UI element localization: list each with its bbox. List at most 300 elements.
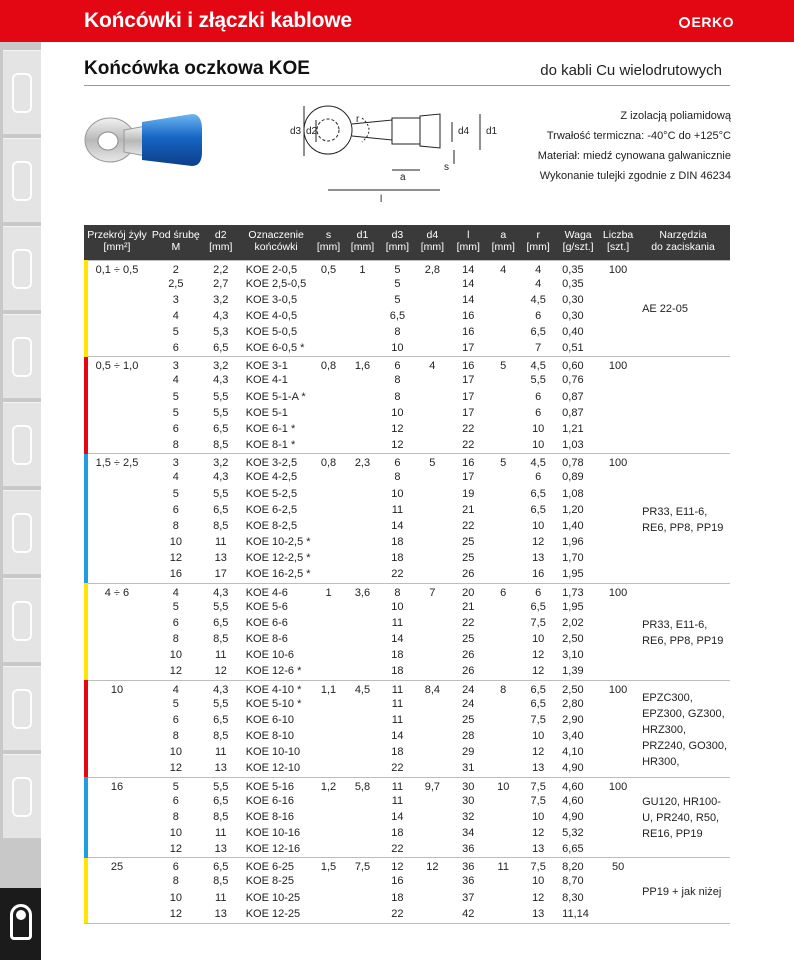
- cell-l: 22: [462, 519, 475, 532]
- cell-l: 26: [462, 568, 475, 580]
- cell-designation: KOE 6-10: [245, 713, 295, 726]
- cell-r: 10: [532, 438, 545, 451]
- cell-designation: KOE 12-2,5 *: [245, 551, 311, 564]
- table-header: [84, 225, 730, 260]
- column-header-title: d1: [356, 229, 369, 241]
- cell-d4: [414, 826, 450, 842]
- cell-qty: [600, 826, 636, 842]
- cell-s: [313, 664, 345, 680]
- cell-weight: 0,30: [562, 293, 584, 306]
- cell-designation: KOE 6-1 *: [245, 422, 296, 435]
- cell-qty: [600, 600, 636, 616]
- cell-d2: 5,5: [202, 777, 240, 794]
- cell-l: 17: [462, 471, 475, 484]
- cell-l: 25: [462, 551, 475, 564]
- cell-weight: 3,40: [562, 729, 584, 742]
- cell-designation: KOE 4-1: [245, 374, 288, 387]
- cell-d1: [345, 325, 381, 341]
- column-header: [414, 225, 450, 260]
- cell-l: 16: [462, 309, 475, 322]
- cell-a: [486, 373, 520, 389]
- cell-qty: [600, 438, 636, 454]
- cell-qty: [600, 810, 636, 826]
- column-header-unit: [szt.]: [607, 241, 630, 253]
- cell-r: 10: [532, 422, 545, 435]
- cell-d2: 13: [214, 551, 227, 564]
- cell-designation: KOE 6-16: [245, 794, 295, 807]
- terminal-icon: [12, 689, 32, 729]
- cell-tools: [636, 357, 730, 454]
- cell-d2: 5,3: [213, 325, 229, 338]
- table-row: [84, 357, 730, 374]
- cell-d3: 11: [391, 697, 404, 710]
- cell-s: [313, 535, 345, 551]
- cell-d3: 12: [380, 858, 414, 875]
- column-header: [345, 225, 381, 260]
- cell-weight: 4,60: [556, 777, 600, 794]
- cell-weight: 11,14: [562, 907, 589, 920]
- column-header: [84, 225, 150, 260]
- cell-weight: 1,03: [562, 438, 584, 451]
- cell-d2: 17: [214, 568, 227, 580]
- cell-a: [486, 277, 520, 293]
- cell-d4: [414, 503, 450, 519]
- cell-l: 37: [462, 891, 475, 904]
- cell-qty: [600, 697, 636, 713]
- cell-s: 0,5: [313, 260, 345, 277]
- cell-d1: [345, 745, 381, 761]
- cell-a: [486, 664, 520, 680]
- cell-d4: [414, 341, 450, 357]
- category-tab-9[interactable]: [3, 754, 41, 838]
- cell-l: 24: [462, 697, 475, 710]
- cell-s: [313, 503, 345, 519]
- cell-a: [486, 648, 520, 664]
- cell-d3: 22: [391, 907, 404, 920]
- cell-weight: 1,40: [562, 519, 584, 532]
- cell-d4: [414, 438, 450, 454]
- cell-d2: 6,5: [213, 422, 229, 435]
- cell-s: [313, 438, 345, 454]
- cell-d4: [414, 406, 450, 422]
- cell-d2: 13: [214, 842, 227, 855]
- column-header-title: Przekrój żyły: [87, 229, 147, 241]
- category-tab-2[interactable]: [3, 138, 41, 222]
- column-header-unit: M: [171, 241, 181, 253]
- category-tab-3[interactable]: [3, 226, 41, 310]
- cell-d3: 6,5: [389, 309, 406, 322]
- cell-r: 10: [532, 729, 545, 742]
- cell-l: 14: [450, 260, 486, 277]
- cell-qty: [600, 487, 636, 503]
- cell-tools: EPZC300, EPZ300, GZ300, HRZ300, PRZ240, GO300, HR300,: [636, 680, 730, 777]
- cell-designation: KOE 5-1: [245, 406, 288, 419]
- cell-a: [486, 325, 520, 341]
- cell-section: 1,5 ÷ 2,5: [84, 454, 150, 583]
- cell-d3: 5: [394, 277, 401, 290]
- cell-screw: 8: [172, 729, 179, 742]
- cell-weight: 3,10: [562, 648, 584, 661]
- cell-d1: [345, 664, 381, 680]
- cell-a: 10: [486, 777, 520, 794]
- cell-l: 34: [462, 826, 475, 839]
- cell-d1: 1,6: [345, 357, 381, 374]
- cell-l: 42: [462, 907, 475, 920]
- cell-d3: 14: [391, 632, 404, 645]
- cell-screw: 6: [150, 858, 202, 875]
- cell-s: [313, 309, 345, 325]
- cell-a: [486, 794, 520, 810]
- table-row: [84, 874, 730, 890]
- cell-d1: [345, 503, 381, 519]
- cell-d2: 6,5: [213, 341, 229, 354]
- spec-line: Wykonanie tulejki zgodnie z DIN 46234: [539, 170, 731, 182]
- cell-a: [486, 729, 520, 745]
- cell-d4: [414, 535, 450, 551]
- cell-d3: 16: [391, 875, 404, 888]
- cell-l: 14: [462, 293, 475, 306]
- cell-qty: [600, 422, 636, 438]
- cell-section: 10: [84, 680, 150, 777]
- category-tab-6[interactable]: [3, 490, 41, 574]
- cell-tools: PR33, E11-6, RE6, PP8, PP19: [636, 454, 730, 583]
- cell-designation: KOE 8-1 *: [245, 438, 296, 451]
- cell-d4: [414, 810, 450, 826]
- cell-r: 7,5: [520, 777, 556, 794]
- cell-s: [313, 373, 345, 389]
- column-header-unit: [mm]: [526, 241, 550, 253]
- cell-designation: KOE 2-0,5: [240, 260, 313, 277]
- cell-a: [486, 697, 520, 713]
- group-color-bar: [84, 777, 88, 858]
- cell-weight: 1,21: [562, 422, 584, 435]
- cell-s: 1,5: [313, 858, 345, 875]
- cell-qty: [600, 745, 636, 761]
- cell-d4: 12: [414, 858, 450, 875]
- cell-screw: 3: [150, 454, 202, 471]
- cell-d3: 8: [394, 390, 401, 403]
- cell-a: [486, 810, 520, 826]
- column-header: [450, 225, 486, 260]
- cell-qty: [600, 390, 636, 406]
- group-color-bar: [84, 583, 88, 680]
- cell-qty: [600, 567, 636, 583]
- cell-s: [313, 794, 345, 810]
- category-tab-1[interactable]: [3, 50, 41, 134]
- cell-d2: 3,2: [202, 357, 240, 374]
- sleeve-icon: [12, 601, 32, 641]
- cell-d4: [414, 470, 450, 486]
- column-header-unit: [mm]: [350, 241, 375, 253]
- table-row: [84, 373, 730, 389]
- cell-qty: [600, 632, 636, 648]
- cell-screw: 16: [169, 568, 182, 580]
- cell-d1: [345, 438, 381, 454]
- cell-r: 6,5: [530, 503, 546, 516]
- cell-designation: KOE 2,5-0,5: [245, 277, 307, 290]
- cell-d2: 3,2: [202, 454, 240, 471]
- cell-l: 17: [462, 341, 475, 354]
- cell-qty: [600, 664, 636, 680]
- cell-a: [486, 600, 520, 616]
- cell-designation: KOE 8-16: [245, 810, 295, 823]
- cell-s: [313, 600, 345, 616]
- pliers-icon: [12, 249, 32, 289]
- cell-r: 6: [535, 309, 542, 322]
- cell-screw: 5: [172, 325, 179, 338]
- column-header-title: r: [536, 229, 540, 241]
- cell-d2: 8,5: [213, 519, 229, 532]
- cell-qty: [600, 406, 636, 422]
- cell-weight: 0,40: [562, 325, 584, 338]
- cell-tools: GU120, HR100-U, PR240, R50, RE16, PP19: [636, 777, 730, 858]
- cell-d4: [414, 422, 450, 438]
- category-tab-7[interactable]: [3, 578, 41, 662]
- cell-section: 0,5 ÷ 1,0: [84, 357, 150, 454]
- cell-d4: [414, 567, 450, 583]
- cell-qty: [600, 794, 636, 810]
- table-row: [84, 664, 730, 680]
- cell-s: [313, 697, 345, 713]
- cell-d1: 3,6: [345, 583, 381, 600]
- cell-screw: 2: [150, 260, 202, 277]
- cell-d3: 22: [391, 761, 404, 774]
- cell-d2: 13: [214, 761, 227, 774]
- table-row: [84, 600, 730, 616]
- cell-s: [313, 567, 345, 583]
- cell-d1: 4,5: [345, 680, 381, 697]
- column-header: [240, 225, 313, 260]
- cell-l: 25: [462, 632, 475, 645]
- cell-s: [313, 616, 345, 632]
- cell-qty: [600, 713, 636, 729]
- cell-s: [313, 277, 345, 293]
- cell-screw: 6: [172, 503, 179, 516]
- table-row: [84, 697, 730, 713]
- spec-line: Trwałość termiczna: -40°C do +125°C: [546, 130, 731, 142]
- cell-designation: KOE 12-25: [245, 907, 301, 920]
- cell-r: 12: [532, 648, 545, 661]
- cell-l: 22: [462, 422, 475, 435]
- cell-s: [313, 519, 345, 535]
- cell-weight: 6,65: [562, 842, 584, 855]
- cell-d3: 14: [391, 810, 404, 823]
- cell-weight: 1,95: [562, 568, 584, 580]
- cell-weight: 0,87: [562, 390, 584, 403]
- cell-designation: KOE 5-6: [245, 600, 288, 613]
- cell-d2: 4,3: [202, 583, 240, 600]
- cell-d4: 7: [414, 583, 450, 600]
- cell-d3: 18: [391, 551, 404, 564]
- cell-a: [486, 535, 520, 551]
- cell-a: [486, 713, 520, 729]
- cell-a: [486, 503, 520, 519]
- category-tab-8[interactable]: [3, 666, 41, 750]
- column-header-title: d3: [391, 229, 404, 241]
- cell-d2: 4,3: [213, 374, 229, 387]
- cell-designation: KOE 5-16: [240, 777, 313, 794]
- cell-weight: 1,96: [562, 535, 584, 548]
- cell-d3: 10: [391, 341, 404, 354]
- cell-s: [313, 761, 345, 777]
- cell-d3: 11: [391, 616, 404, 629]
- cell-d1: [345, 487, 381, 503]
- column-header: [600, 225, 636, 260]
- cell-r: 6: [535, 406, 542, 419]
- cell-d4: [414, 487, 450, 503]
- cell-weight: 0,76: [562, 374, 584, 387]
- table-row: [84, 309, 730, 325]
- column-header: [486, 225, 520, 260]
- table-row: [84, 713, 730, 729]
- cell-a: 8: [486, 680, 520, 697]
- cell-d4: 9,7: [414, 777, 450, 794]
- cell-d2: 8,5: [213, 438, 229, 451]
- table-row: [84, 616, 730, 632]
- cell-designation: KOE 10-25: [245, 891, 301, 904]
- cell-designation: KOE 6-6: [245, 616, 288, 629]
- cell-designation: KOE 10-16: [245, 826, 301, 839]
- label-d4: d4: [458, 126, 470, 137]
- cell-d4: [414, 907, 450, 923]
- cell-d3: 8: [394, 471, 401, 484]
- cell-d2: 6,5: [213, 503, 229, 516]
- cell-l: 22: [462, 438, 475, 451]
- ring-terminal-icon: [10, 904, 32, 940]
- cell-d4: [414, 390, 450, 406]
- cell-qty: [600, 293, 636, 309]
- cell-d3: 14: [391, 519, 404, 532]
- cell-designation: KOE 12-10: [245, 761, 301, 774]
- cell-screw: 5: [172, 600, 179, 613]
- cell-a: [486, 309, 520, 325]
- pliers-icon: [12, 337, 32, 377]
- cell-screw: 4: [150, 680, 202, 697]
- cell-l: 26: [462, 664, 475, 677]
- cell-s: [313, 390, 345, 406]
- cell-qty: [600, 535, 636, 551]
- cell-r: 12: [532, 745, 545, 758]
- table-row: [84, 535, 730, 551]
- cell-s: [313, 648, 345, 664]
- cell-d1: [345, 600, 381, 616]
- group-color-bar: [84, 858, 88, 923]
- cell-s: [313, 826, 345, 842]
- cell-r: 13: [532, 551, 545, 564]
- cell-weight: 0,87: [562, 406, 584, 419]
- table-row: [84, 551, 730, 567]
- category-tab-active[interactable]: [0, 888, 41, 960]
- cell-r: 12: [532, 664, 545, 677]
- cell-l: 31: [462, 761, 475, 774]
- cell-l: 28: [462, 729, 475, 742]
- cell-d1: [345, 842, 381, 858]
- cell-screw: 10: [169, 535, 182, 548]
- column-header: [380, 225, 414, 260]
- column-header-unit: [mm]: [456, 241, 480, 253]
- cell-d2: 5,5: [213, 600, 229, 613]
- cell-d2: 8,5: [213, 729, 229, 742]
- cell-s: [313, 325, 345, 341]
- cell-d2: 6,5: [213, 794, 229, 807]
- cell-qty: [600, 519, 636, 535]
- cell-qty: [600, 373, 636, 389]
- cell-d2: 5,5: [213, 697, 229, 710]
- column-header-unit: [mm]: [316, 241, 341, 253]
- cell-qty: [600, 874, 636, 890]
- cell-d1: [345, 713, 381, 729]
- cell-qty: [600, 551, 636, 567]
- cell-a: 11: [486, 858, 520, 875]
- cell-weight: 1,95: [562, 600, 584, 613]
- cell-qty: [600, 729, 636, 745]
- cell-r: 10: [532, 810, 545, 823]
- cell-l: 29: [462, 745, 475, 758]
- column-header-unit: końcówki: [254, 241, 298, 253]
- cell-designation: KOE 8-25: [245, 875, 295, 888]
- column-header-title: Narzędzia: [659, 229, 707, 241]
- cell-weight: 2,50: [562, 632, 584, 645]
- cell-d1: [345, 697, 381, 713]
- cell-l: 36: [462, 875, 475, 888]
- cell-a: [486, 891, 520, 907]
- cell-d2: 6,5: [213, 616, 229, 629]
- cell-d3: 11: [391, 713, 404, 726]
- group-color-bar: [84, 680, 88, 777]
- cell-s: [313, 551, 345, 567]
- cell-screw: 5: [172, 406, 179, 419]
- cell-d4: [414, 794, 450, 810]
- cell-r: 4: [535, 277, 542, 290]
- table-row: [84, 519, 730, 535]
- cell-designation: KOE 5-10 *: [245, 697, 302, 710]
- cell-d4: 4: [414, 357, 450, 374]
- brand-logo[interactable]: [679, 14, 734, 30]
- cell-d4: [414, 713, 450, 729]
- cell-d1: [345, 390, 381, 406]
- category-tab-5[interactable]: [3, 402, 41, 486]
- cell-qty: 100: [600, 777, 636, 794]
- cell-r: 6,5: [530, 600, 546, 613]
- cell-r: 7,5: [530, 794, 546, 807]
- cell-screw: 4: [150, 583, 202, 600]
- cell-d1: [345, 422, 381, 438]
- cell-screw: 10: [169, 891, 182, 904]
- cell-d1: [345, 551, 381, 567]
- table-row: [84, 794, 730, 810]
- column-header-title: Pod śrubę: [151, 229, 200, 241]
- cell-d3: 11: [391, 503, 404, 516]
- cell-d1: [345, 874, 381, 890]
- cell-d3: 18: [391, 745, 404, 758]
- table-row: [84, 891, 730, 907]
- table-row: [84, 277, 730, 293]
- cell-weight: 2,90: [562, 713, 584, 726]
- cell-d4: [414, 874, 450, 890]
- cell-s: 1,2: [313, 777, 345, 794]
- cell-screw: 3: [172, 293, 179, 306]
- cell-d3: 5: [394, 293, 401, 306]
- category-tab-4[interactable]: [3, 314, 41, 398]
- cell-d4: [414, 551, 450, 567]
- table-row: [84, 680, 730, 697]
- cell-r: 5,5: [530, 374, 546, 387]
- connector-icon: [12, 513, 32, 553]
- cell-d3: 18: [391, 891, 404, 904]
- cell-weight: 2,50: [556, 680, 600, 697]
- cell-a: [486, 551, 520, 567]
- table-row: [84, 745, 730, 761]
